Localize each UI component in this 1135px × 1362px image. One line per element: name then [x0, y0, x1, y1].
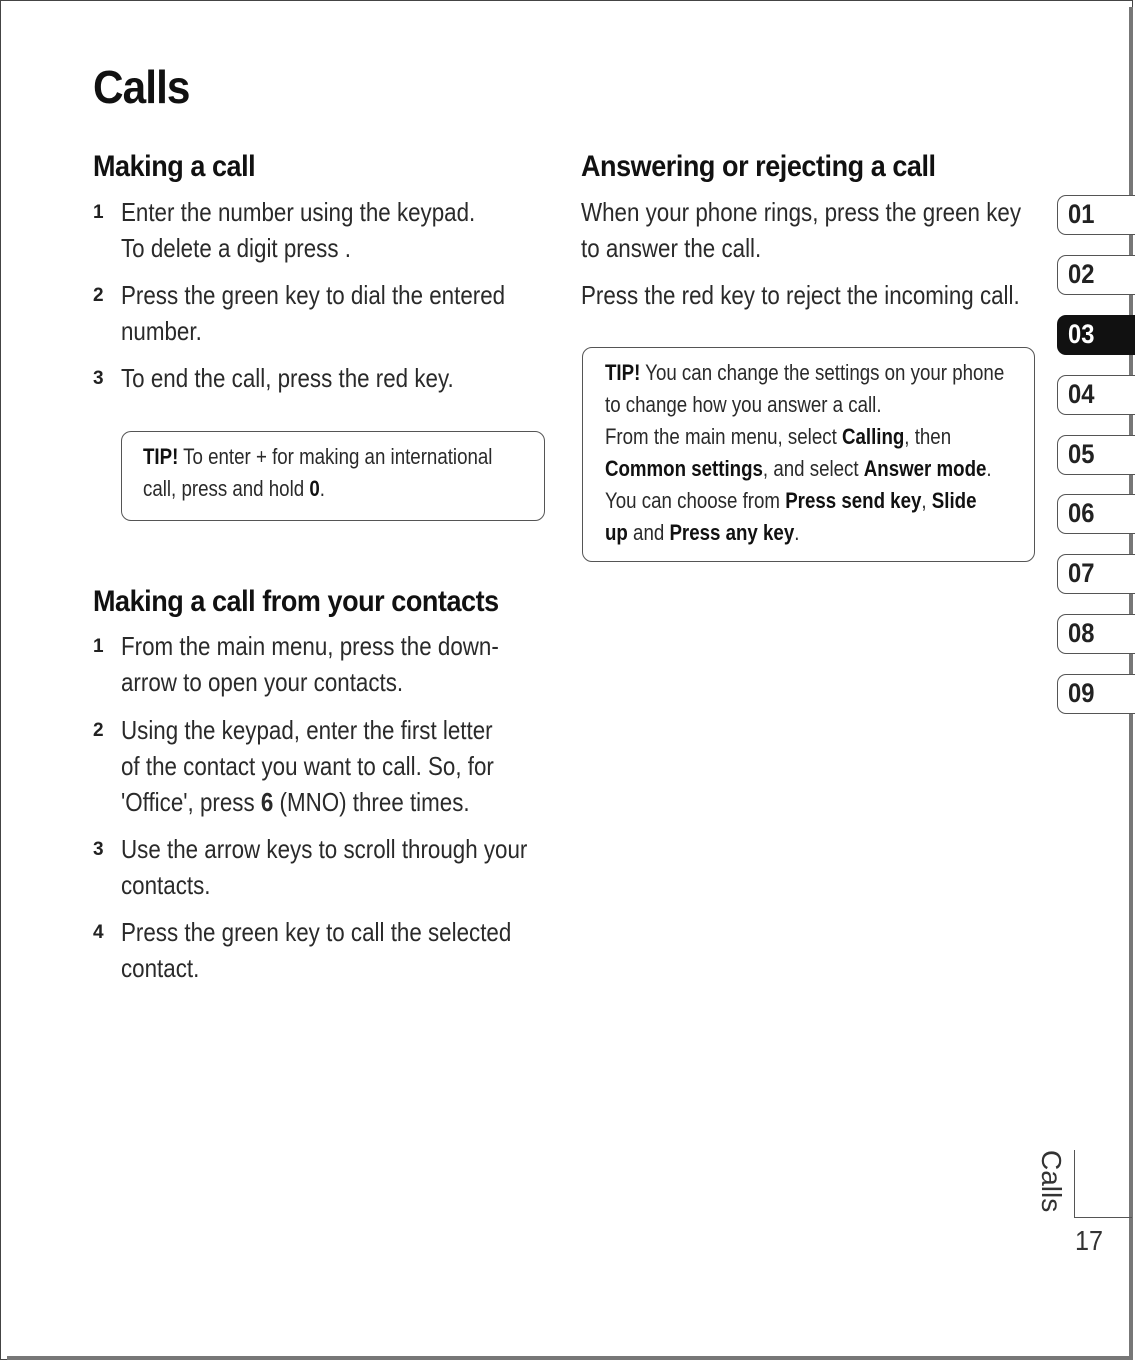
chapter-tab-01[interactable] — [1057, 195, 1135, 235]
chapter-tab-05[interactable] — [1057, 435, 1135, 475]
tab-label: 02 — [1068, 259, 1095, 289]
tip-bold-text: Press any key — [669, 520, 795, 545]
step-text: (MNO) three times. — [273, 787, 470, 817]
tip-bold-text: Slide — [931, 488, 977, 513]
step-line: To delete a digit press . — [121, 233, 351, 263]
tip-text: and — [627, 520, 670, 545]
step-line: number. — [121, 316, 202, 346]
step-line: Enter the number using the keypad. — [121, 197, 476, 227]
side-section-label — [1034, 1150, 1068, 1213]
list-item — [93, 712, 553, 820]
step-number: 3 — [93, 839, 104, 860]
step-bold-text: 6 — [260, 787, 274, 817]
tab-label: 08 — [1068, 618, 1095, 648]
step-line: Press the green key to call the selected — [121, 917, 512, 947]
tip-text: . — [986, 456, 992, 481]
step-line — [121, 784, 493, 820]
left-column — [93, 150, 553, 983]
tab-label: 01 — [1068, 199, 1095, 229]
step-line: of the contact you want to call. So, for — [121, 751, 494, 781]
contacts-section — [93, 585, 553, 986]
tab-label: 03 — [1068, 319, 1095, 349]
tip-line — [143, 441, 493, 473]
tip-line — [605, 357, 1005, 389]
answering-heading: Answering or rejecting a call — [581, 150, 936, 183]
footer-divider — [1074, 1217, 1132, 1218]
tip-line — [605, 485, 977, 517]
chapter-tab-02[interactable] — [1057, 255, 1135, 295]
tip-text: , then — [904, 424, 952, 449]
tip-line — [605, 421, 970, 453]
tip-text: To enter + for making an international — [178, 444, 493, 469]
tip-text: call, press and hold — [143, 476, 310, 501]
list-item — [93, 277, 553, 349]
page-title: Calls — [93, 61, 190, 113]
tip-box-international — [121, 431, 545, 521]
tip-text: . — [319, 476, 325, 501]
step-line: Using the keypad, enter the first letter — [121, 715, 493, 745]
making-a-call-heading: Making a call — [93, 150, 256, 183]
step-line: contacts. — [121, 870, 211, 900]
tip-label: TIP! — [143, 444, 179, 469]
step-number: 4 — [93, 922, 104, 943]
step-number: 1 — [93, 202, 104, 223]
answering-paragraph-2 — [581, 277, 1041, 313]
page-number: 17 — [1075, 1225, 1104, 1256]
making-a-call-steps — [93, 194, 553, 396]
tip-text: , — [921, 488, 932, 513]
chapter-tab-09[interactable] — [1057, 674, 1135, 714]
chapter-tab-06[interactable] — [1057, 494, 1135, 534]
step-line: Use the arrow keys to scroll through your — [121, 834, 528, 864]
tab-label: 06 — [1068, 498, 1095, 528]
tip-bold-text: Calling — [841, 424, 905, 449]
tip-label: TIP! — [605, 360, 641, 385]
side-label-text: Calls — [1036, 1150, 1067, 1213]
step-text: 'Office', press — [121, 787, 261, 817]
tip-text: , and select — [762, 456, 864, 481]
step-line: To end the call, press the red key. — [121, 363, 454, 393]
tip-line — [605, 517, 970, 549]
tip-bold-text: up — [605, 520, 628, 545]
list-item — [93, 628, 553, 700]
step-line: contact. — [121, 953, 200, 983]
step-number: 3 — [93, 368, 104, 389]
tip-line — [605, 453, 992, 485]
tip-bold-text: Answer mode — [863, 456, 987, 481]
tab-label: 07 — [1068, 558, 1095, 588]
making-a-call-from-contacts-heading: Making a call from your contacts — [93, 585, 499, 618]
right-column — [581, 150, 1041, 545]
tip-bold-text: Press send key — [785, 488, 922, 513]
step-line: arrow to open your contacts. — [121, 667, 404, 697]
tip-bold-text: 0 — [309, 476, 320, 501]
list-item — [93, 360, 553, 396]
list-item — [93, 914, 553, 986]
tab-label: 04 — [1068, 379, 1095, 409]
tip-bold-text: Common settings — [605, 456, 763, 481]
tip-line: to change how you answer a call. — [605, 392, 882, 417]
chapter-tab-03[interactable] — [1057, 315, 1135, 355]
step-number: 2 — [93, 285, 104, 306]
tip-text: You can change the settings on your phone — [640, 360, 1005, 385]
tab-label: 09 — [1068, 678, 1095, 708]
paragraph-line: to answer the call. — [581, 233, 762, 263]
paragraph-line: Press the red key to reject the incoming call. — [581, 280, 1020, 310]
tip-box-answer-mode — [582, 347, 1035, 562]
tip-text: . — [794, 520, 800, 545]
tip-text: You can choose from — [605, 488, 786, 513]
step-number: 1 — [93, 636, 104, 657]
answering-paragraph-1 — [581, 194, 1041, 266]
side-rule — [1074, 1150, 1075, 1217]
list-item — [93, 194, 553, 266]
chapter-tab-07[interactable] — [1057, 554, 1135, 594]
step-number: 2 — [93, 720, 104, 741]
step-line: From the main menu, press the down- — [121, 631, 499, 661]
tip-line — [143, 473, 484, 505]
tab-label: 05 — [1068, 439, 1095, 469]
chapter-tab-08[interactable] — [1057, 614, 1135, 654]
tip-text: From the main menu, select — [605, 424, 842, 449]
step-line: Press the green key to dial the entered — [121, 280, 506, 310]
chapter-tab-04[interactable] — [1057, 375, 1135, 415]
list-item — [93, 831, 553, 903]
contacts-steps — [93, 628, 553, 986]
paragraph-line: When your phone rings, press the green key — [581, 197, 1021, 227]
